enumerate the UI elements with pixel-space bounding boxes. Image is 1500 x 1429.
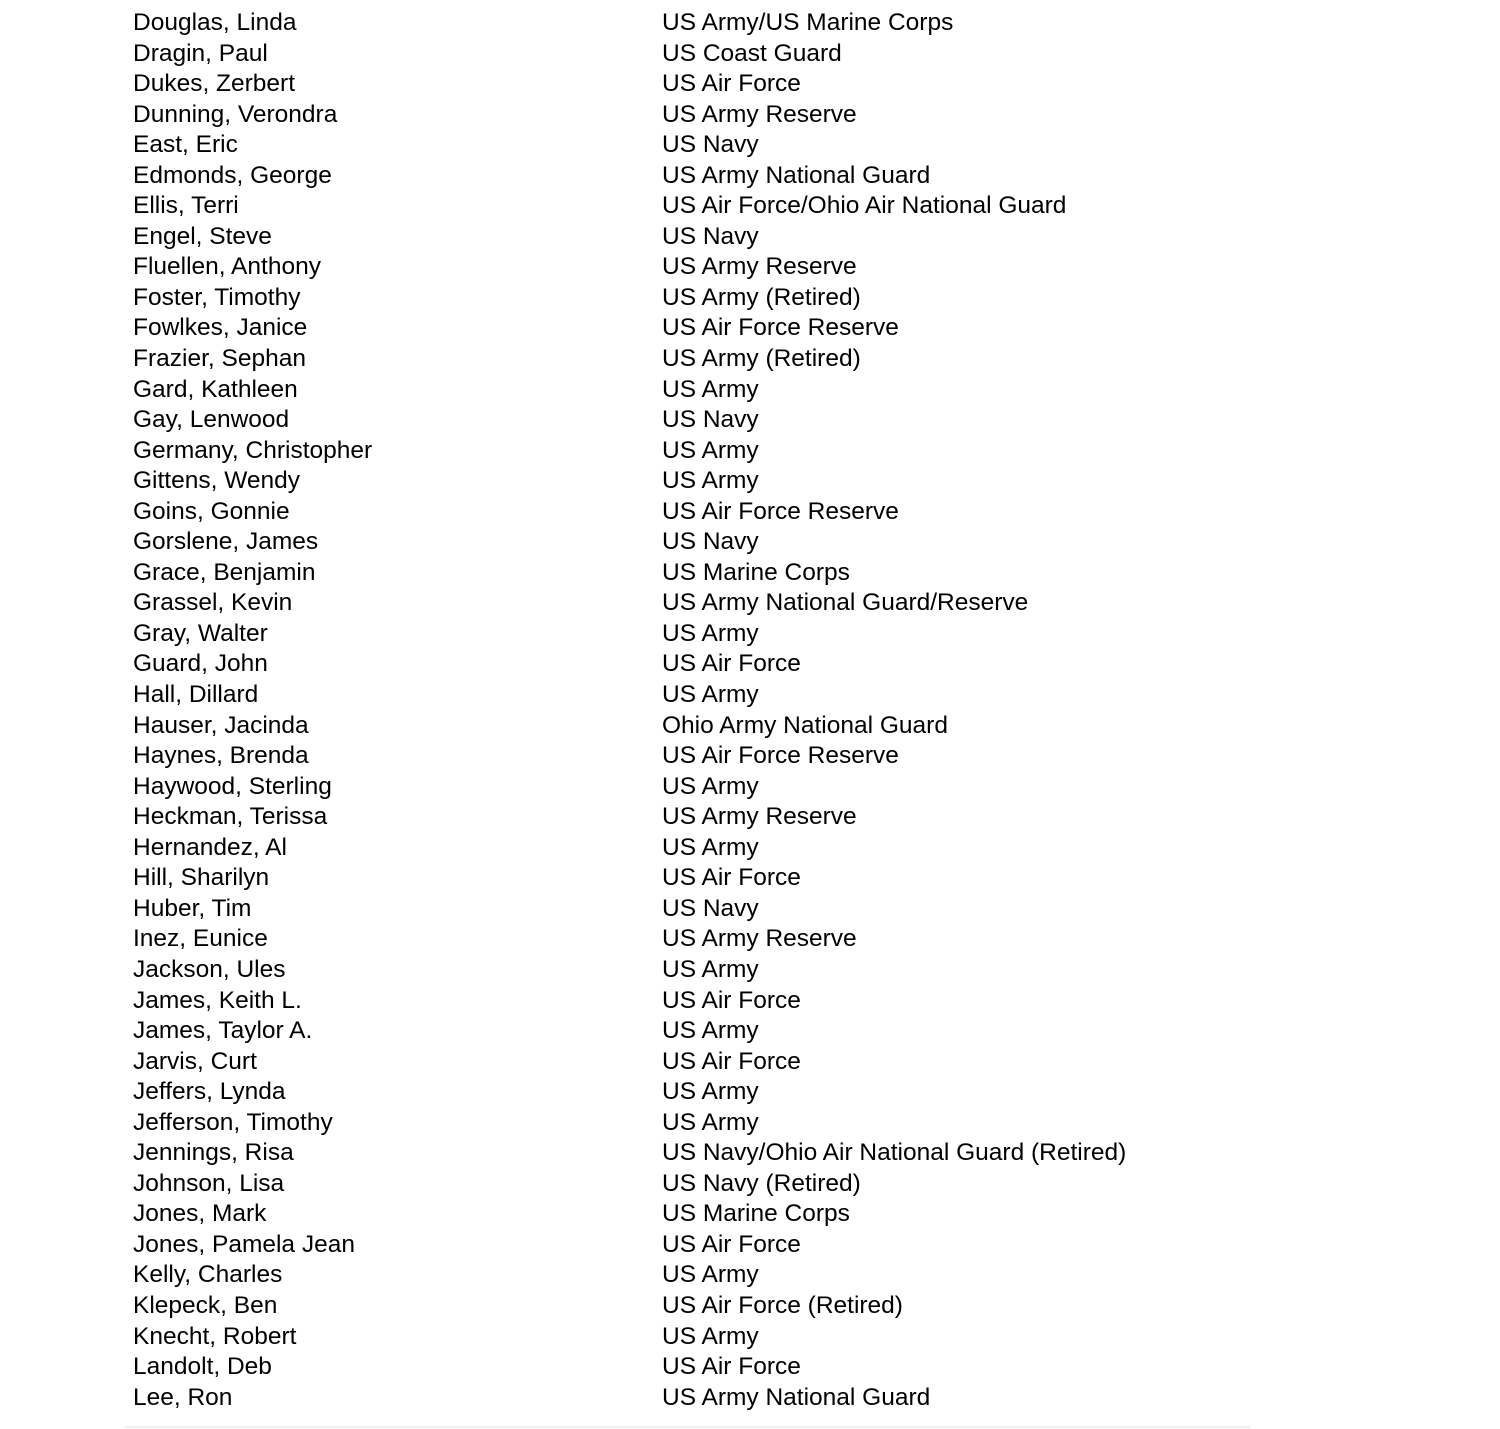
member-name: Grassel, Kevin (133, 589, 293, 617)
service-branch: US Army (662, 681, 759, 709)
service-branch: US Army (662, 375, 759, 403)
service-branch: US Army National Guard (662, 1383, 931, 1411)
member-name: Jarvis, Curt (133, 1047, 257, 1075)
roster-row (133, 558, 1353, 589)
roster-row (133, 1138, 1353, 1169)
member-name: Gay, Lenwood (133, 406, 290, 434)
roster-row (133, 252, 1353, 283)
roster-row (133, 833, 1353, 864)
member-name: Gray, Walter (133, 619, 268, 647)
roster-row (133, 222, 1353, 253)
roster-row (133, 772, 1353, 803)
roster-row (133, 405, 1353, 436)
service-branch: US Army (662, 833, 759, 861)
service-branch: US Army Reserve (662, 925, 857, 953)
roster-row (133, 527, 1353, 558)
member-name: Goins, Gonnie (133, 497, 290, 525)
roster-row (133, 1199, 1353, 1230)
roster-row (133, 619, 1353, 650)
service-branch: US Navy (662, 894, 759, 922)
service-branch: US Navy (662, 406, 759, 434)
service-branch: US Air Force (662, 1353, 801, 1381)
member-name: Foster, Timothy (133, 283, 301, 311)
member-name: Hernandez, Al (133, 833, 287, 861)
member-name: Jeffers, Lynda (133, 1078, 286, 1106)
roster-row (133, 344, 1353, 375)
service-branch: US Army (662, 1322, 759, 1350)
service-branch: US Navy (Retired) (662, 1169, 861, 1197)
service-branch: US Army Reserve (662, 100, 857, 128)
member-name: East, Eric (133, 131, 238, 159)
roster-row (133, 1169, 1353, 1200)
service-branch: Ohio Army National Guard (662, 711, 948, 739)
roster-row (133, 283, 1353, 314)
roster-row (133, 1352, 1353, 1383)
member-name: Haynes, Brenda (133, 742, 309, 770)
service-branch: US Navy/Ohio Air National Guard (Retired) (662, 1139, 1127, 1167)
member-name: Engel, Steve (133, 222, 272, 250)
roster-row (133, 649, 1353, 680)
roster-row (133, 39, 1353, 70)
member-name: Heckman, Terissa (133, 803, 328, 831)
service-branch: US Army (662, 1261, 759, 1289)
service-branch: US Air Force/Ohio Air National Guard (662, 192, 1067, 220)
service-branch: US Army National Guard (662, 161, 931, 189)
roster-row (133, 130, 1353, 161)
member-name: Klepeck, Ben (133, 1291, 278, 1319)
roster-row (133, 1047, 1353, 1078)
member-name: Hauser, Jacinda (133, 711, 309, 739)
service-branch: US Air Force Reserve (662, 742, 899, 770)
member-name: Frazier, Sephan (133, 345, 306, 373)
roster-row (133, 1108, 1353, 1139)
service-branch: US Navy (662, 528, 759, 556)
service-branch: US Army National Guard/Reserve (662, 589, 1029, 617)
member-name: Haywood, Sterling (133, 772, 332, 800)
member-name: Jackson, Ules (133, 955, 286, 983)
service-branch: US Army (662, 619, 759, 647)
roster-row (133, 680, 1353, 711)
service-branch: US Army (662, 467, 759, 495)
member-name: Gard, Kathleen (133, 375, 298, 403)
service-branch: US Air Force (662, 650, 801, 678)
roster-row (133, 313, 1353, 344)
member-name: Guard, John (133, 650, 268, 678)
service-branch: US Air Force Reserve (662, 314, 899, 342)
service-branch: US Air Force Reserve (662, 497, 899, 525)
roster-row (133, 986, 1353, 1017)
member-name: Landolt, Deb (133, 1353, 272, 1381)
member-name: Huber, Tim (133, 894, 252, 922)
service-branch: US Army Reserve (662, 803, 857, 831)
roster-row (133, 863, 1353, 894)
roster-row (133, 161, 1353, 192)
page-bottom-edge (125, 1426, 1250, 1428)
roster-row (133, 497, 1353, 528)
member-name: Dragin, Paul (133, 39, 268, 67)
roster-row (133, 588, 1353, 619)
member-name: Ellis, Terri (133, 192, 239, 220)
service-branch: US Marine Corps (662, 558, 850, 586)
service-branch: US Air Force (662, 70, 801, 98)
service-branch: US Air Force (662, 986, 801, 1014)
member-name: Hall, Dillard (133, 681, 259, 709)
service-branch: US Air Force (662, 1047, 801, 1075)
service-branch: US Army (Retired) (662, 345, 861, 373)
roster-row (133, 191, 1353, 222)
service-branch: US Army (662, 436, 759, 464)
member-name: Jennings, Risa (133, 1139, 294, 1167)
roster-row (133, 711, 1353, 742)
member-name: Inez, Eunice (133, 925, 268, 953)
member-name: Fluellen, Anthony (133, 253, 321, 281)
service-branch: US Air Force (662, 864, 801, 892)
member-name: Edmonds, George (133, 161, 332, 189)
member-name: James, Keith L. (133, 986, 302, 1014)
roster-row (133, 1260, 1353, 1291)
service-branch: US Air Force (662, 1230, 801, 1258)
service-branch: US Army (662, 772, 759, 800)
roster-row (133, 1322, 1353, 1353)
roster-row (133, 1230, 1353, 1261)
service-branch: US Navy (662, 222, 759, 250)
roster-row (133, 1383, 1353, 1414)
roster-row (133, 894, 1353, 925)
member-name: Gittens, Wendy (133, 467, 301, 495)
member-name: Kelly, Charles (133, 1261, 283, 1289)
member-name: Lee, Ron (133, 1383, 233, 1411)
member-name: Fowlkes, Janice (133, 314, 308, 342)
member-name: Gorslene, James (133, 528, 319, 556)
roster-row (133, 69, 1353, 100)
roster-row (133, 955, 1353, 986)
roster-row (133, 436, 1353, 467)
member-name: Jones, Pamela Jean (133, 1230, 355, 1258)
service-branch: US Air Force (Retired) (662, 1291, 903, 1319)
roster-row (133, 924, 1353, 955)
service-branch: US Army/US Marine Corps (662, 9, 954, 36)
member-name: Douglas, Linda (133, 9, 297, 36)
member-name: Germany, Christopher (133, 436, 373, 464)
roster-row (133, 741, 1353, 772)
member-name: Dunning, Verondra (133, 100, 338, 128)
service-branch: US Army Reserve (662, 253, 857, 281)
member-name: Hill, Sharilyn (133, 864, 270, 892)
member-name: Jones, Mark (133, 1200, 267, 1228)
service-branch: US Army (662, 1078, 759, 1106)
roster-row (133, 1077, 1353, 1108)
service-branch: US Army (662, 1108, 759, 1136)
service-branch: US Marine Corps (662, 1200, 850, 1228)
roster-row (133, 1016, 1353, 1047)
member-name: James, Taylor A. (133, 1017, 313, 1045)
service-branch: US Army (Retired) (662, 283, 861, 311)
member-name: Grace, Benjamin (133, 558, 316, 586)
roster-row (133, 1291, 1353, 1322)
roster-row (133, 802, 1353, 833)
roster-row (133, 8, 1353, 39)
roster-row (133, 466, 1353, 497)
member-name: Johnson, Lisa (133, 1169, 285, 1197)
veteran-roster (133, 8, 1353, 1413)
member-name: Jefferson, Timothy (133, 1108, 333, 1136)
service-branch: US Army (662, 1017, 759, 1045)
service-branch: US Coast Guard (662, 39, 842, 67)
roster-row (133, 375, 1353, 406)
member-name: Knecht, Robert (133, 1322, 297, 1350)
member-name: Dukes, Zerbert (133, 70, 296, 98)
service-branch: US Navy (662, 131, 759, 159)
roster-row (133, 100, 1353, 131)
service-branch: US Army (662, 955, 759, 983)
